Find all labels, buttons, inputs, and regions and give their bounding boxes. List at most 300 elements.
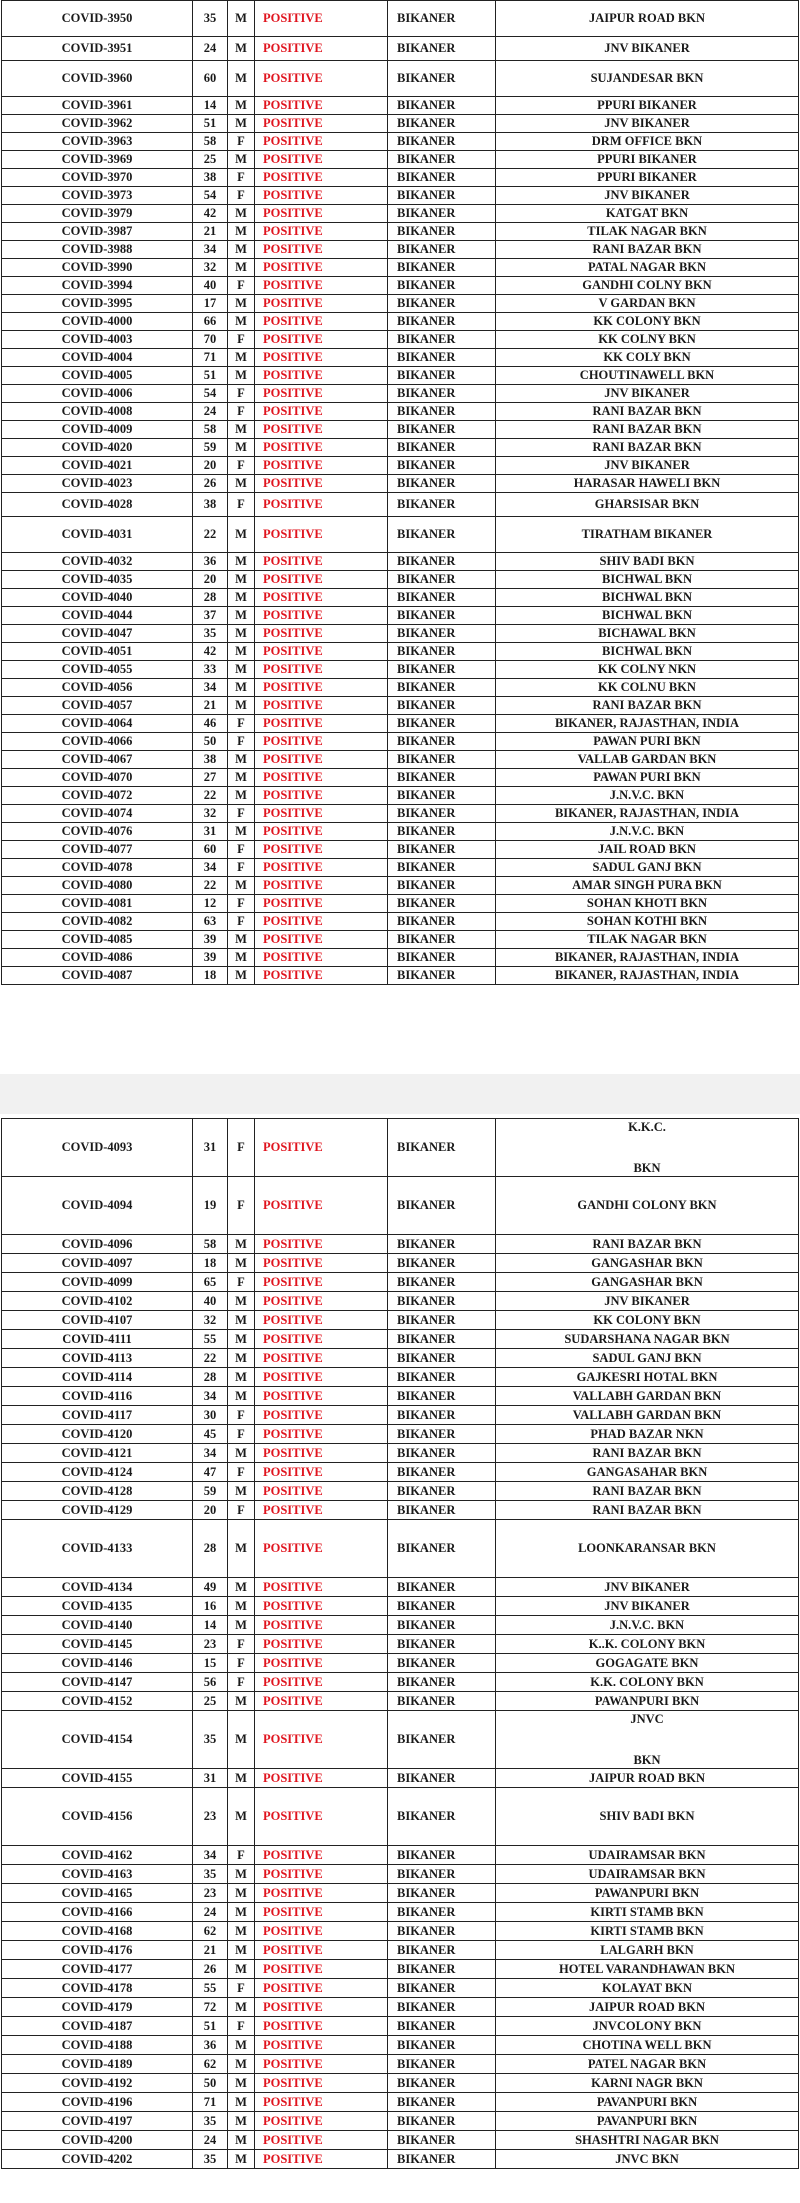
result-cell: POSITIVE bbox=[255, 769, 388, 787]
age-cell: 32 bbox=[193, 805, 228, 823]
table-row bbox=[2, 1501, 799, 1520]
district-cell: BIKANER bbox=[388, 1846, 496, 1865]
table-row bbox=[2, 553, 799, 571]
sex-cell: F bbox=[228, 1846, 255, 1865]
table-row bbox=[2, 2055, 799, 2074]
result-cell: POSITIVE bbox=[255, 859, 388, 877]
table-row bbox=[2, 697, 799, 715]
table-row bbox=[2, 187, 799, 205]
sex-cell: M bbox=[228, 2150, 255, 2169]
case-id-cell: COVID-4004 bbox=[2, 349, 193, 367]
district-cell: BIKANER bbox=[388, 949, 496, 967]
case-id-cell: COVID-3987 bbox=[2, 223, 193, 241]
age-cell: 46 bbox=[193, 715, 228, 733]
sex-cell: F bbox=[228, 277, 255, 295]
address-cell: PAWAN PURI BKN bbox=[496, 733, 799, 751]
result-cell: POSITIVE bbox=[255, 241, 388, 259]
case-id-cell: COVID-4113 bbox=[2, 1349, 193, 1368]
result-cell: POSITIVE bbox=[255, 205, 388, 223]
document-page-2 bbox=[0, 1118, 800, 2169]
case-id-cell: COVID-4114 bbox=[2, 1368, 193, 1387]
address-cell: GANGASHAR BKN bbox=[496, 1254, 799, 1273]
table-row bbox=[2, 877, 799, 895]
sex-cell: M bbox=[228, 2074, 255, 2093]
case-id-cell: COVID-4003 bbox=[2, 331, 193, 349]
age-cell: 50 bbox=[193, 733, 228, 751]
table-row bbox=[2, 2131, 799, 2150]
sex-cell: M bbox=[228, 607, 255, 625]
age-cell: 55 bbox=[193, 1979, 228, 1998]
table-row bbox=[2, 679, 799, 697]
district-cell: BIKANER bbox=[388, 1444, 496, 1463]
table-row bbox=[2, 859, 799, 877]
result-cell: POSITIVE bbox=[255, 589, 388, 607]
age-cell: 50 bbox=[193, 2074, 228, 2093]
sex-cell: F bbox=[228, 859, 255, 877]
address-cell: PAWAN PURI BKN bbox=[496, 769, 799, 787]
address-cell: VALLAB GARDAN BKN bbox=[496, 751, 799, 769]
result-cell: POSITIVE bbox=[255, 1673, 388, 1692]
case-id-cell: COVID-4099 bbox=[2, 1273, 193, 1292]
case-id-cell: COVID-4134 bbox=[2, 1578, 193, 1597]
result-cell: POSITIVE bbox=[255, 1846, 388, 1865]
result-cell: POSITIVE bbox=[255, 625, 388, 643]
district-cell: BIKANER bbox=[388, 823, 496, 841]
case-id-cell: COVID-4165 bbox=[2, 1884, 193, 1903]
address-cell: BIKANER, RAJASTHAN, INDIA bbox=[496, 715, 799, 733]
case-id-cell: COVID-4009 bbox=[2, 421, 193, 439]
sex-cell: M bbox=[228, 367, 255, 385]
district-cell: BIKANER bbox=[388, 1463, 496, 1482]
age-cell: 14 bbox=[193, 97, 228, 115]
sex-cell: M bbox=[228, 241, 255, 259]
table-row bbox=[2, 133, 799, 151]
district-cell: BIKANER bbox=[388, 1616, 496, 1635]
case-id-cell: COVID-4202 bbox=[2, 2150, 193, 2169]
district-cell: BIKANER bbox=[388, 277, 496, 295]
district-cell: BIKANER bbox=[388, 1520, 496, 1578]
address-cell: RANI BAZAR BKN bbox=[496, 241, 799, 259]
sex-cell: M bbox=[228, 349, 255, 367]
table-row bbox=[2, 1482, 799, 1501]
address-line-1: JNVC bbox=[630, 1712, 664, 1726]
address-cell: KIRTI STAMB BKN bbox=[496, 1922, 799, 1941]
table-row bbox=[2, 1425, 799, 1444]
case-id-cell: COVID-3994 bbox=[2, 277, 193, 295]
result-cell: POSITIVE bbox=[255, 931, 388, 949]
result-cell: POSITIVE bbox=[255, 661, 388, 679]
district-cell: BIKANER bbox=[388, 457, 496, 475]
address-cell: KK COLNU BKN bbox=[496, 679, 799, 697]
district-cell: BIKANER bbox=[388, 1254, 496, 1273]
result-cell: POSITIVE bbox=[255, 1922, 388, 1941]
sex-cell: M bbox=[228, 751, 255, 769]
address-cell: PAWANPURI BKN bbox=[496, 1884, 799, 1903]
result-cell: POSITIVE bbox=[255, 2055, 388, 2074]
table-row bbox=[2, 2017, 799, 2036]
result-cell: POSITIVE bbox=[255, 1654, 388, 1673]
sex-cell: F bbox=[228, 1501, 255, 1520]
sex-cell: F bbox=[228, 733, 255, 751]
sex-cell: F bbox=[228, 1463, 255, 1482]
sex-cell: F bbox=[228, 1654, 255, 1673]
table-row bbox=[2, 517, 799, 553]
age-cell: 23 bbox=[193, 1884, 228, 1903]
address-cell: RANI BAZAR BKN bbox=[496, 403, 799, 421]
sex-cell: M bbox=[228, 295, 255, 313]
age-cell: 59 bbox=[193, 1482, 228, 1501]
table-row bbox=[2, 1387, 799, 1406]
table-row bbox=[2, 115, 799, 133]
table-row bbox=[2, 1616, 799, 1635]
district-cell: BIKANER bbox=[388, 115, 496, 133]
age-cell: 66 bbox=[193, 313, 228, 331]
age-cell: 65 bbox=[193, 1273, 228, 1292]
result-cell: POSITIVE bbox=[255, 2093, 388, 2112]
district-cell: BIKANER bbox=[388, 571, 496, 589]
result-cell: POSITIVE bbox=[255, 553, 388, 571]
district-cell: BIKANER bbox=[388, 1941, 496, 1960]
result-cell: POSITIVE bbox=[255, 643, 388, 661]
sex-cell: M bbox=[228, 421, 255, 439]
sex-cell: F bbox=[228, 913, 255, 931]
district-cell: BIKANER bbox=[388, 2055, 496, 2074]
address-cell: LOONKARANSAR BKN bbox=[496, 1520, 799, 1578]
address-cell: JNVCOLONY BKN bbox=[496, 2017, 799, 2036]
sex-cell: F bbox=[228, 715, 255, 733]
sex-cell: M bbox=[228, 661, 255, 679]
address-cell: SHIV BADI BKN bbox=[496, 1788, 799, 1846]
result-cell: POSITIVE bbox=[255, 2017, 388, 2036]
sex-cell: M bbox=[228, 1330, 255, 1349]
case-id-cell: COVID-4162 bbox=[2, 1846, 193, 1865]
result-cell: POSITIVE bbox=[255, 697, 388, 715]
sex-cell: M bbox=[228, 1884, 255, 1903]
district-cell: BIKANER bbox=[388, 1635, 496, 1654]
case-id-cell: COVID-4129 bbox=[2, 1501, 193, 1520]
table-row bbox=[2, 97, 799, 115]
district-cell: BIKANER bbox=[388, 1406, 496, 1425]
address-cell: KK COLNY BKN bbox=[496, 331, 799, 349]
case-id-cell: COVID-3962 bbox=[2, 115, 193, 133]
age-cell: 49 bbox=[193, 1578, 228, 1597]
address-cell: GOGAGATE BKN bbox=[496, 1654, 799, 1673]
table-row bbox=[2, 1406, 799, 1425]
sex-cell: M bbox=[228, 259, 255, 277]
age-cell: 22 bbox=[193, 517, 228, 553]
table-row bbox=[2, 733, 799, 751]
district-cell: BIKANER bbox=[388, 1884, 496, 1903]
result-cell: POSITIVE bbox=[255, 187, 388, 205]
district-cell: BIKANER bbox=[388, 697, 496, 715]
age-cell: 62 bbox=[193, 1922, 228, 1941]
district-cell: BIKANER bbox=[388, 475, 496, 493]
age-cell: 19 bbox=[193, 1177, 228, 1235]
case-id-cell: COVID-4146 bbox=[2, 1654, 193, 1673]
case-id-cell: COVID-3950 bbox=[2, 1, 193, 37]
address-cell: JNV BIKANER bbox=[496, 457, 799, 475]
district-cell: BIKANER bbox=[388, 2150, 496, 2169]
case-id-cell: COVID-4072 bbox=[2, 787, 193, 805]
address-cell: AMAR SINGH PURA BKN bbox=[496, 877, 799, 895]
address-cell: GANDHI COLNY BKN bbox=[496, 277, 799, 295]
district-cell: BIKANER bbox=[388, 1865, 496, 1884]
sex-cell: M bbox=[228, 823, 255, 841]
address-cell: SOHAN KHOTI BKN bbox=[496, 895, 799, 913]
case-id-cell: COVID-4189 bbox=[2, 2055, 193, 2074]
address-cell: LALGARH BKN bbox=[496, 1941, 799, 1960]
address-cell: SUDARSHANA NAGAR BKN bbox=[496, 1330, 799, 1349]
result-cell: POSITIVE bbox=[255, 457, 388, 475]
sex-cell: M bbox=[228, 1922, 255, 1941]
sex-cell: F bbox=[228, 1635, 255, 1654]
district-cell: BIKANER bbox=[388, 715, 496, 733]
case-id-cell: COVID-4154 bbox=[2, 1711, 193, 1769]
result-cell: POSITIVE bbox=[255, 1, 388, 37]
case-id-cell: COVID-4085 bbox=[2, 931, 193, 949]
sex-cell: M bbox=[228, 1387, 255, 1406]
sex-cell: F bbox=[228, 1177, 255, 1235]
result-cell: POSITIVE bbox=[255, 2074, 388, 2093]
age-cell: 54 bbox=[193, 385, 228, 403]
address-cell: HARASAR HAWELI BKN bbox=[496, 475, 799, 493]
district-cell: BIKANER bbox=[388, 2036, 496, 2055]
district-cell: BIKANER bbox=[388, 37, 496, 61]
address-cell: RANI BAZAR BKN bbox=[496, 697, 799, 715]
age-cell: 16 bbox=[193, 1597, 228, 1616]
sex-cell: F bbox=[228, 169, 255, 187]
age-cell: 38 bbox=[193, 493, 228, 517]
result-cell: POSITIVE bbox=[255, 169, 388, 187]
table-row bbox=[2, 1311, 799, 1330]
district-cell: BIKANER bbox=[388, 661, 496, 679]
age-cell: 36 bbox=[193, 553, 228, 571]
table-row bbox=[2, 349, 799, 367]
table-row bbox=[2, 295, 799, 313]
address-cell: PPURI BIKANER bbox=[496, 97, 799, 115]
table-row bbox=[2, 493, 799, 517]
address-cell: J.N.V.C. BKN bbox=[496, 823, 799, 841]
age-cell: 38 bbox=[193, 169, 228, 187]
sex-cell: M bbox=[228, 1292, 255, 1311]
district-cell: BIKANER bbox=[388, 2093, 496, 2112]
address-cell: KK COLONY BKN bbox=[496, 313, 799, 331]
case-id-cell: COVID-4177 bbox=[2, 1960, 193, 1979]
case-id-cell: COVID-4117 bbox=[2, 1406, 193, 1425]
district-cell: BIKANER bbox=[388, 751, 496, 769]
case-id-cell: COVID-3970 bbox=[2, 169, 193, 187]
age-cell: 25 bbox=[193, 1692, 228, 1711]
sex-cell: M bbox=[228, 949, 255, 967]
result-cell: POSITIVE bbox=[255, 115, 388, 133]
age-cell: 32 bbox=[193, 259, 228, 277]
address-cell: KARNI NAGR BKN bbox=[496, 2074, 799, 2093]
case-id-cell: COVID-4121 bbox=[2, 1444, 193, 1463]
sex-cell: F bbox=[228, 1673, 255, 1692]
address-cell: PAVANPURI BKN bbox=[496, 2112, 799, 2131]
address-cell: UDAIRAMSAR BKN bbox=[496, 1865, 799, 1884]
case-id-cell: COVID-4057 bbox=[2, 697, 193, 715]
address-cell: JNV BIKANER bbox=[496, 385, 799, 403]
table-row bbox=[2, 331, 799, 349]
table-row bbox=[2, 403, 799, 421]
case-id-cell: COVID-3960 bbox=[2, 61, 193, 97]
table-row bbox=[2, 1846, 799, 1865]
district-cell: BIKANER bbox=[388, 1578, 496, 1597]
address-cell: RANI BAZAR BKN bbox=[496, 1235, 799, 1254]
district-cell: BIKANER bbox=[388, 967, 496, 985]
address-line-2: BKN bbox=[633, 1161, 661, 1175]
age-cell: 38 bbox=[193, 751, 228, 769]
age-cell: 39 bbox=[193, 931, 228, 949]
age-cell: 34 bbox=[193, 241, 228, 259]
table-row bbox=[2, 1922, 799, 1941]
result-cell: POSITIVE bbox=[255, 733, 388, 751]
sex-cell: M bbox=[228, 1578, 255, 1597]
case-id-cell: COVID-4107 bbox=[2, 1311, 193, 1330]
address-cell: BICHAWAL BKN bbox=[496, 625, 799, 643]
table-row bbox=[2, 385, 799, 403]
result-cell: POSITIVE bbox=[255, 151, 388, 169]
age-cell: 28 bbox=[193, 1520, 228, 1578]
sex-cell: F bbox=[228, 1273, 255, 1292]
case-id-cell: COVID-3951 bbox=[2, 37, 193, 61]
address-cell: K.K. COLONY BKN bbox=[496, 1673, 799, 1692]
case-id-cell: COVID-4051 bbox=[2, 643, 193, 661]
result-cell: POSITIVE bbox=[255, 949, 388, 967]
sex-cell: F bbox=[228, 385, 255, 403]
result-cell: POSITIVE bbox=[255, 877, 388, 895]
sex-cell: F bbox=[228, 133, 255, 151]
address-cell: KOLAYAT BKN bbox=[496, 1979, 799, 1998]
table-row bbox=[2, 1635, 799, 1654]
case-id-cell: COVID-4086 bbox=[2, 949, 193, 967]
sex-cell: M bbox=[228, 1960, 255, 1979]
case-id-cell: COVID-4064 bbox=[2, 715, 193, 733]
age-cell: 14 bbox=[193, 1616, 228, 1635]
result-cell: POSITIVE bbox=[255, 517, 388, 553]
result-cell: POSITIVE bbox=[255, 805, 388, 823]
result-cell: POSITIVE bbox=[255, 1311, 388, 1330]
table-row bbox=[2, 1444, 799, 1463]
district-cell: BIKANER bbox=[388, 151, 496, 169]
age-cell: 63 bbox=[193, 913, 228, 931]
district-cell: BIKANER bbox=[388, 169, 496, 187]
district-cell: BIKANER bbox=[388, 1673, 496, 1692]
case-id-cell: COVID-4031 bbox=[2, 517, 193, 553]
case-id-cell: COVID-4093 bbox=[2, 1119, 193, 1177]
district-cell: BIKANER bbox=[388, 97, 496, 115]
district-cell: BIKANER bbox=[388, 1425, 496, 1444]
case-id-cell: COVID-3979 bbox=[2, 205, 193, 223]
age-cell: 18 bbox=[193, 1254, 228, 1273]
address-cell: SADUL GANJ BKN bbox=[496, 859, 799, 877]
age-cell: 34 bbox=[193, 1444, 228, 1463]
sex-cell: M bbox=[228, 589, 255, 607]
district-cell: BIKANER bbox=[388, 1292, 496, 1311]
case-id-cell: COVID-4166 bbox=[2, 1903, 193, 1922]
table-row bbox=[2, 1769, 799, 1788]
age-cell: 62 bbox=[193, 2055, 228, 2074]
result-cell: POSITIVE bbox=[255, 1941, 388, 1960]
result-cell: POSITIVE bbox=[255, 1349, 388, 1368]
sex-cell: M bbox=[228, 769, 255, 787]
result-cell: POSITIVE bbox=[255, 1597, 388, 1616]
address-line-2: BKN bbox=[633, 1753, 661, 1767]
address-cell: JNV BIKANER bbox=[496, 37, 799, 61]
district-cell: BIKANER bbox=[388, 1960, 496, 1979]
table-row bbox=[2, 1235, 799, 1254]
district-cell: BIKANER bbox=[388, 1235, 496, 1254]
result-cell: POSITIVE bbox=[255, 607, 388, 625]
case-id-cell: COVID-4074 bbox=[2, 805, 193, 823]
address-cell: VALLABH GARDAN BKN bbox=[496, 1406, 799, 1425]
result-cell: POSITIVE bbox=[255, 715, 388, 733]
case-id-cell: COVID-4124 bbox=[2, 1463, 193, 1482]
sex-cell: M bbox=[228, 931, 255, 949]
result-cell: POSITIVE bbox=[255, 349, 388, 367]
result-cell: POSITIVE bbox=[255, 1235, 388, 1254]
case-id-cell: COVID-4066 bbox=[2, 733, 193, 751]
sex-cell: M bbox=[228, 61, 255, 97]
case-id-cell: COVID-4035 bbox=[2, 571, 193, 589]
table-row bbox=[2, 661, 799, 679]
table-row bbox=[2, 625, 799, 643]
address-cell: GANDHI COLONY BKN bbox=[496, 1177, 799, 1235]
address-cell: K..K. COLONY BKN bbox=[496, 1635, 799, 1654]
address-cell: KK COLNY NKN bbox=[496, 661, 799, 679]
result-cell: POSITIVE bbox=[255, 1903, 388, 1922]
result-cell: POSITIVE bbox=[255, 823, 388, 841]
case-id-cell: COVID-4096 bbox=[2, 1235, 193, 1254]
case-id-cell: COVID-4078 bbox=[2, 859, 193, 877]
district-cell: BIKANER bbox=[388, 643, 496, 661]
case-id-cell: COVID-4040 bbox=[2, 589, 193, 607]
table-row bbox=[2, 1884, 799, 1903]
sex-cell: F bbox=[228, 841, 255, 859]
address-cell: JNV BIKANER bbox=[496, 1597, 799, 1616]
case-id-cell: COVID-4087 bbox=[2, 967, 193, 985]
sex-cell: F bbox=[228, 457, 255, 475]
district-cell: BIKANER bbox=[388, 1273, 496, 1292]
table-row bbox=[2, 1788, 799, 1846]
table-row bbox=[2, 169, 799, 187]
address-cell: JNVC BKN bbox=[496, 2150, 799, 2169]
case-id-cell: COVID-4070 bbox=[2, 769, 193, 787]
table-row bbox=[2, 475, 799, 493]
age-cell: 35 bbox=[193, 1, 228, 37]
age-cell: 26 bbox=[193, 1960, 228, 1979]
age-cell: 12 bbox=[193, 895, 228, 913]
district-cell: BIKANER bbox=[388, 733, 496, 751]
district-cell: BIKANER bbox=[388, 517, 496, 553]
district-cell: BIKANER bbox=[388, 1177, 496, 1235]
district-cell: BIKANER bbox=[388, 403, 496, 421]
result-cell: POSITIVE bbox=[255, 1960, 388, 1979]
district-cell: BIKANER bbox=[388, 1311, 496, 1330]
case-id-cell: COVID-3995 bbox=[2, 295, 193, 313]
sex-cell: M bbox=[228, 1769, 255, 1788]
age-cell: 59 bbox=[193, 439, 228, 457]
district-cell: BIKANER bbox=[388, 1119, 496, 1177]
case-id-cell: COVID-4116 bbox=[2, 1387, 193, 1406]
address-cell: JAIL ROAD BKN bbox=[496, 841, 799, 859]
table-row bbox=[2, 1979, 799, 1998]
address-cell: HOTEL VARANDHAWAN BKN bbox=[496, 1960, 799, 1979]
age-cell: 30 bbox=[193, 1406, 228, 1425]
case-id-cell: COVID-4000 bbox=[2, 313, 193, 331]
table-row bbox=[2, 223, 799, 241]
